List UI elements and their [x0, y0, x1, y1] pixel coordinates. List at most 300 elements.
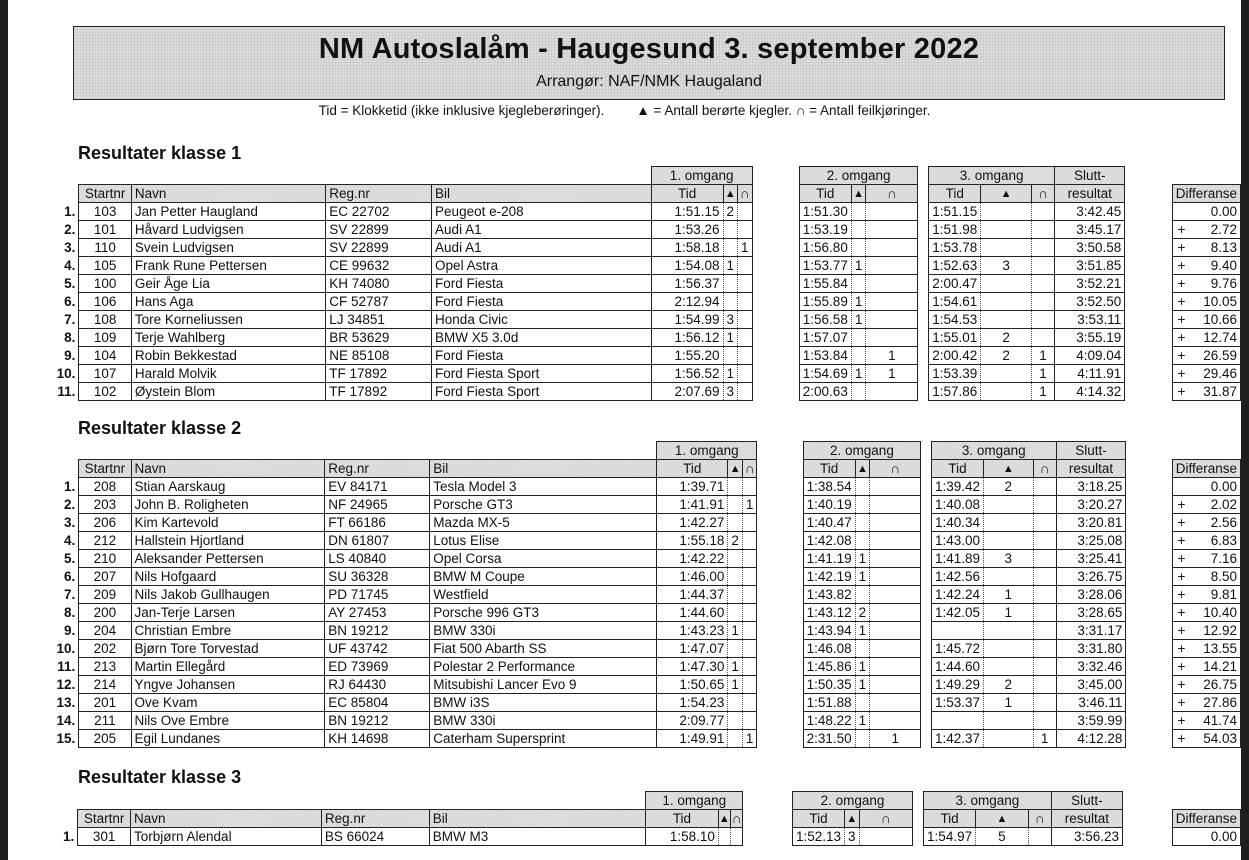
final-result-header-line1: Slutt-: [1055, 167, 1125, 185]
difference-header: Differanse: [1172, 460, 1240, 478]
regnr-cell: BS 66024: [321, 828, 429, 846]
final-result-cell: 3:59.99: [1056, 712, 1126, 730]
regnr-cell: UF 43742: [325, 640, 430, 658]
name-cell: Terje Wahlberg: [131, 329, 325, 347]
regnr-cell: FT 66186: [325, 514, 430, 532]
time-cell: 1:58.10: [646, 828, 719, 846]
regnr-cell: LS 40840: [325, 550, 430, 568]
fault-count-cell: [866, 203, 918, 221]
startnr-cell: 105: [79, 257, 131, 275]
spacer: [1172, 792, 1183, 810]
difference-header: Differanse: [1172, 185, 1240, 203]
final-result-cell: 4:09.04: [1055, 347, 1125, 365]
fault-count-cell: 1: [1031, 347, 1054, 365]
time-cell: 1:53.78: [929, 239, 981, 257]
fault-count-cell: [870, 478, 921, 496]
spacer: [1123, 828, 1173, 846]
difference-sign-cell: +: [1172, 311, 1190, 329]
cone-count-cell: 3: [845, 828, 860, 846]
time-cell: 1:53.84: [799, 347, 851, 365]
fault-count-cell: [866, 257, 918, 275]
spacer: [1125, 239, 1172, 257]
cone-header: ▲: [845, 810, 860, 828]
spacer: [131, 792, 322, 810]
time-cell: 1:53.37: [931, 694, 983, 712]
cone-count-cell: 2: [984, 478, 1034, 496]
spacer: [1125, 275, 1172, 293]
cone-count-cell: 1: [728, 676, 743, 694]
car-cell: Ford Fiesta Sport: [432, 383, 652, 401]
cone-count-cell: [855, 640, 870, 658]
spacer: [325, 442, 430, 460]
cone-count-cell: 1: [851, 365, 866, 383]
regnr-header: Reg.nr: [321, 810, 429, 828]
spacer: [1126, 676, 1172, 694]
difference-cell: 2.56: [1190, 514, 1240, 532]
time-cell: 1:56.12: [651, 329, 723, 347]
cone-count-cell: [851, 203, 866, 221]
class-3-results-table: [47, 791, 1241, 846]
cone-count-cell: [855, 478, 870, 496]
position-cell: 9.: [64, 347, 76, 363]
fault-header: ∩: [859, 810, 913, 828]
spacer: [918, 329, 929, 347]
fault-count-cell: [738, 275, 753, 293]
startnr-cell: 205: [79, 730, 131, 748]
cone-count-cell: 1: [855, 658, 870, 676]
spacer: [757, 658, 803, 676]
car-cell: Fiat 500 Abarth SS: [430, 640, 657, 658]
spacer: [921, 604, 932, 622]
fault-count-cell: [866, 311, 918, 329]
final-result-cell: 3:51.85: [1055, 257, 1125, 275]
fault-count-cell: [1031, 239, 1054, 257]
time-cell: 2:00.47: [929, 275, 981, 293]
fault-count-cell: [859, 828, 913, 846]
startnr-cell: 204: [79, 622, 131, 640]
car-cell: BMW M Coupe: [430, 568, 657, 586]
cone-count-cell: [984, 640, 1034, 658]
name-cell: Yngve Johansen: [131, 676, 325, 694]
time-cell: 1:54.08: [651, 257, 723, 275]
car-cell: BMW M3: [429, 828, 645, 846]
spacer: [1126, 586, 1172, 604]
time-cell: 1:51.15: [651, 203, 723, 221]
startnr-cell: 213: [79, 658, 131, 676]
startnr-cell: 110: [79, 239, 131, 257]
fault-count-cell: [1031, 203, 1054, 221]
time-header: Tid: [924, 810, 976, 828]
final-result-cell: 3:26.75: [1056, 568, 1126, 586]
cone-count-cell: [728, 730, 743, 748]
name-header: Navn: [131, 460, 325, 478]
fault-count-cell: [742, 478, 757, 496]
position-header: [47, 185, 79, 203]
spacer: [752, 239, 799, 257]
fault-count-cell: [870, 640, 921, 658]
spacer: [1125, 185, 1172, 203]
spacer: [757, 550, 803, 568]
cone-count-cell: [723, 239, 738, 257]
name-cell: Hallstein Hjortland: [131, 532, 325, 550]
cone-count-cell: [851, 329, 866, 347]
difference-sign-cell: +: [1172, 347, 1190, 365]
spacer: [1125, 329, 1172, 347]
time-cell: 1:42.05: [931, 604, 983, 622]
table-row: [47, 257, 1241, 275]
spacer: [752, 221, 799, 239]
fault-header: ∩: [1028, 810, 1051, 828]
cone-header: ▲: [728, 460, 743, 478]
time-cell: 1:42.22: [657, 550, 728, 568]
startnr-cell: 100: [79, 275, 131, 293]
difference-sign-cell: +: [1172, 221, 1190, 239]
fault-header: ∩: [738, 185, 753, 203]
startnr-cell: 209: [79, 586, 131, 604]
difference-sign-cell: +: [1172, 586, 1190, 604]
legend: [8, 103, 1241, 118]
time-cell: 2:31.50: [803, 730, 855, 748]
time-cell: 1:43.00: [931, 532, 983, 550]
car-header: Bil: [430, 460, 657, 478]
difference-sign-cell: +: [1172, 293, 1190, 311]
final-result-cell: 3:32.46: [1056, 658, 1126, 676]
fault-count-cell: [738, 221, 753, 239]
difference-cell: 26.75: [1190, 676, 1240, 694]
cone-count-cell: [984, 622, 1034, 640]
table-row: [47, 239, 1241, 257]
difference-cell: 0.00: [1190, 478, 1240, 496]
fault-count-cell: [742, 694, 757, 712]
final-result-cell: 3:52.21: [1055, 275, 1125, 293]
position-cell: 14.: [56, 712, 76, 728]
cone-header: ▲: [981, 185, 1032, 203]
spacer: [752, 293, 799, 311]
time-cell: 1:51.98: [929, 221, 981, 239]
position-cell: 12.: [56, 676, 76, 692]
spacer: [1126, 694, 1172, 712]
time-cell: 1:39.42: [931, 478, 983, 496]
difference-cell: 0.00: [1184, 828, 1241, 846]
startnr-cell: 203: [79, 496, 131, 514]
name-cell: Harald Molvik: [131, 365, 325, 383]
fault-count-cell: [870, 622, 921, 640]
time-cell: 1:53.77: [799, 257, 851, 275]
spacer: [921, 640, 932, 658]
fault-count-cell: [742, 712, 757, 730]
fault-count-cell: [870, 694, 921, 712]
time-cell: 1:42.56: [931, 568, 983, 586]
time-cell: 1:55.01: [929, 329, 981, 347]
spacer: [79, 167, 131, 185]
spacer: [1126, 730, 1172, 748]
spacer: [1126, 550, 1172, 568]
name-cell: Nils Hofgaard: [131, 568, 325, 586]
difference-cell: 8.50: [1190, 568, 1240, 586]
regnr-cell: LJ 34851: [326, 311, 432, 329]
time-cell: [931, 622, 983, 640]
name-cell: Hans Aga: [131, 293, 325, 311]
difference-cell: 10.66: [1190, 311, 1240, 329]
fault-count-cell: [738, 383, 753, 401]
position-cell: 7.: [63, 586, 76, 602]
final-result-header-line2: resultat: [1055, 185, 1125, 203]
table-row: [47, 622, 1241, 640]
cone-count-cell: 5: [976, 828, 1029, 846]
spacer: [921, 694, 932, 712]
cone-count-cell: [981, 311, 1032, 329]
time-cell: 1:41.89: [931, 550, 983, 568]
spacer: [752, 311, 799, 329]
fault-count-cell: [742, 640, 757, 658]
cone-count-cell: 1: [855, 712, 870, 730]
cone-count-cell: [723, 347, 738, 365]
car-cell: Mazda MX-5: [430, 514, 657, 532]
spacer: [430, 442, 635, 460]
heat-header: 1. omgang: [657, 442, 757, 460]
table-row: [47, 640, 1241, 658]
regnr-cell: KH 74080: [326, 275, 432, 293]
spacer: [47, 442, 79, 460]
spacer: [1125, 293, 1172, 311]
fault-count-cell: [742, 676, 757, 694]
time-cell: 1:45.72: [931, 640, 983, 658]
regnr-cell: NF 24965: [325, 496, 430, 514]
spacer: [921, 568, 932, 586]
difference-cell: 9.76: [1190, 275, 1240, 293]
position-cell: 10.: [56, 365, 76, 381]
name-cell: Geir Åge Lia: [131, 275, 325, 293]
spacer: [757, 568, 803, 586]
spacer: [1125, 221, 1172, 239]
heat-header: 3. omgang: [929, 167, 1055, 185]
spacer: [624, 792, 645, 810]
regnr-cell: BR 53629: [326, 329, 432, 347]
car-cell: Peugeot e-208: [432, 203, 652, 221]
time-cell: 1:57.86: [929, 383, 981, 401]
organizer-text: Arrangør: NAF/NMK Haugaland: [536, 73, 762, 90]
spacer: [918, 257, 929, 275]
time-cell: 1:40.08: [931, 496, 983, 514]
regnr-cell: SV 22899: [326, 239, 432, 257]
cone-count-cell: [984, 712, 1034, 730]
spacer: [921, 550, 932, 568]
position-cell: 13.: [56, 694, 76, 710]
difference-sign-cell: +: [1172, 568, 1190, 586]
fault-count-cell: [866, 293, 918, 311]
cone-count-cell: [984, 496, 1034, 514]
startnr-header: Startnr: [79, 460, 131, 478]
final-result-cell: 3:28.65: [1056, 604, 1126, 622]
cone-count-cell: [851, 347, 866, 365]
difference-sign-cell: +: [1172, 275, 1190, 293]
spacer: [1126, 496, 1172, 514]
spacer: [757, 622, 803, 640]
spacer: [921, 658, 932, 676]
name-cell: Christian Embre: [131, 622, 325, 640]
time-cell: 1:49.29: [931, 676, 983, 694]
startnr-cell: 201: [79, 694, 131, 712]
time-cell: 1:49.91: [657, 730, 728, 748]
class-1-title: Resultater klasse 1: [78, 143, 242, 163]
fault-count-cell: [742, 568, 757, 586]
heat-header: 2. omgang: [803, 442, 921, 460]
time-cell: 1:53.19: [799, 221, 851, 239]
time-cell: 2:09.77: [657, 712, 728, 730]
heat-header: 1. omgang: [646, 792, 743, 810]
time-cell: 1:48.22: [803, 712, 855, 730]
spacer: [429, 792, 624, 810]
spacer: [757, 586, 803, 604]
spacer: [432, 167, 630, 185]
cone-header: ▲: [718, 810, 730, 828]
cone-count-cell: [851, 221, 866, 239]
table-row: [47, 604, 1241, 622]
cone-count-cell: 1: [984, 604, 1034, 622]
spacer: [757, 640, 803, 658]
regnr-cell: AY 27453: [325, 604, 430, 622]
spacer: [1172, 442, 1190, 460]
fault-count-cell: [1033, 514, 1056, 532]
fault-count-cell: [738, 329, 753, 347]
startnr-cell: 212: [79, 532, 131, 550]
car-cell: Honda Civic: [432, 311, 652, 329]
regnr-cell: RJ 64430: [325, 676, 430, 694]
spacer: [1126, 622, 1172, 640]
cone-count-cell: 3: [723, 383, 738, 401]
cone-header: ▲: [984, 460, 1034, 478]
difference-sign-cell: +: [1172, 496, 1190, 514]
cone-count-cell: [728, 712, 743, 730]
car-cell: Opel Astra: [432, 257, 652, 275]
time-cell: 1:42.27: [657, 514, 728, 532]
position-cell: 7.: [64, 311, 76, 327]
spacer: [757, 730, 803, 748]
fault-count-cell: [730, 828, 743, 846]
difference-cell: 6.83: [1190, 532, 1240, 550]
cone-count-cell: [855, 586, 870, 604]
table-row: [47, 658, 1241, 676]
cone-count-cell: [855, 694, 870, 712]
cone-count-cell: [851, 383, 866, 401]
difference-cell: 12.74: [1190, 329, 1240, 347]
time-header: Tid: [792, 810, 844, 828]
spacer: [752, 257, 799, 275]
cone-count-cell: [984, 514, 1034, 532]
spacer: [78, 792, 131, 810]
spacer: [1123, 810, 1173, 828]
cone-count-cell: [984, 658, 1034, 676]
fault-count-cell: [866, 275, 918, 293]
difference-cell: 29.46: [1190, 365, 1240, 383]
time-cell: 1:56.80: [799, 239, 851, 257]
spacer: [918, 167, 929, 185]
fault-count-cell: 1: [1031, 365, 1054, 383]
time-cell: 1:54.61: [929, 293, 981, 311]
final-result-cell: 3:20.81: [1056, 514, 1126, 532]
spacer: [1126, 442, 1172, 460]
table-row: [47, 514, 1241, 532]
regnr-cell: NE 85108: [326, 347, 432, 365]
final-result-cell: 3:20.27: [1056, 496, 1126, 514]
fault-count-cell: [1033, 550, 1056, 568]
time-cell: 1:58.18: [651, 239, 723, 257]
position-cell: 4.: [63, 532, 76, 548]
regnr-cell: EC 22702: [326, 203, 432, 221]
spacer: [1126, 514, 1172, 532]
regnr-cell: ED 73969: [325, 658, 430, 676]
time-cell: 2:00.63: [799, 383, 851, 401]
cone-count-cell: [855, 532, 870, 550]
fault-header: ∩: [731, 810, 742, 826]
final-result-cell: 3:50.58: [1055, 239, 1125, 257]
position-cell: 15.: [56, 730, 76, 746]
fault-count-cell: [870, 712, 921, 730]
regnr-cell: CF 52787: [326, 293, 432, 311]
fault-count-cell: 1: [866, 347, 918, 365]
time-cell: 1:44.60: [657, 604, 728, 622]
cone-count-cell: [728, 514, 743, 532]
car-cell: Ford Fiesta: [432, 347, 652, 365]
time-cell: 1:55.20: [651, 347, 723, 365]
fault-count-cell: [738, 347, 753, 365]
position-cell: 6.: [64, 293, 76, 309]
time-cell: 1:56.58: [799, 311, 851, 329]
fault-count-cell: [1033, 622, 1056, 640]
regnr-cell: SV 22899: [326, 221, 432, 239]
time-header: Tid: [803, 460, 855, 478]
difference-cell: 14.21: [1190, 658, 1240, 676]
difference-sign-cell: +: [1172, 550, 1190, 568]
cone-header: ▲: [976, 810, 1029, 828]
difference-sign-cell: +: [1172, 514, 1190, 532]
spacer: [752, 203, 799, 221]
difference-sign-cell: +: [1172, 239, 1190, 257]
name-cell: Torbjørn Alendal: [131, 828, 322, 846]
cone-count-cell: 1: [984, 586, 1034, 604]
fault-header: ∩: [866, 185, 918, 203]
cone-count-cell: [981, 383, 1032, 401]
cone-count-cell: 2: [723, 203, 738, 221]
startnr-cell: 208: [79, 478, 131, 496]
spacer: [1125, 203, 1172, 221]
spacer: [635, 442, 657, 460]
cone-count-cell: 3: [723, 311, 738, 329]
position-header: [47, 810, 78, 828]
difference-cell: 8.13: [1190, 239, 1240, 257]
cone-count-cell: 1: [728, 658, 743, 676]
regnr-cell: CE 99632: [326, 257, 432, 275]
spacer: [757, 694, 803, 712]
startnr-cell: 206: [79, 514, 131, 532]
time-cell: 1:43.94: [803, 622, 855, 640]
cone-count-cell: [855, 496, 870, 514]
fault-count-cell: [738, 257, 753, 275]
cone-count-cell: [723, 293, 738, 311]
spacer: [131, 167, 325, 185]
name-cell: Frank Rune Pettersen: [131, 257, 325, 275]
regnr-cell: DN 61807: [325, 532, 430, 550]
cone-count-cell: [728, 640, 743, 658]
difference-sign-cell: +: [1172, 383, 1190, 401]
final-result-cell: 3:18.25: [1056, 478, 1126, 496]
spacer: [921, 478, 932, 496]
fault-header: ∩: [870, 460, 921, 478]
table-row: [47, 730, 1241, 748]
final-result-cell: 3:42.45: [1055, 203, 1125, 221]
spacer: [1126, 460, 1172, 478]
time-cell: [931, 712, 983, 730]
